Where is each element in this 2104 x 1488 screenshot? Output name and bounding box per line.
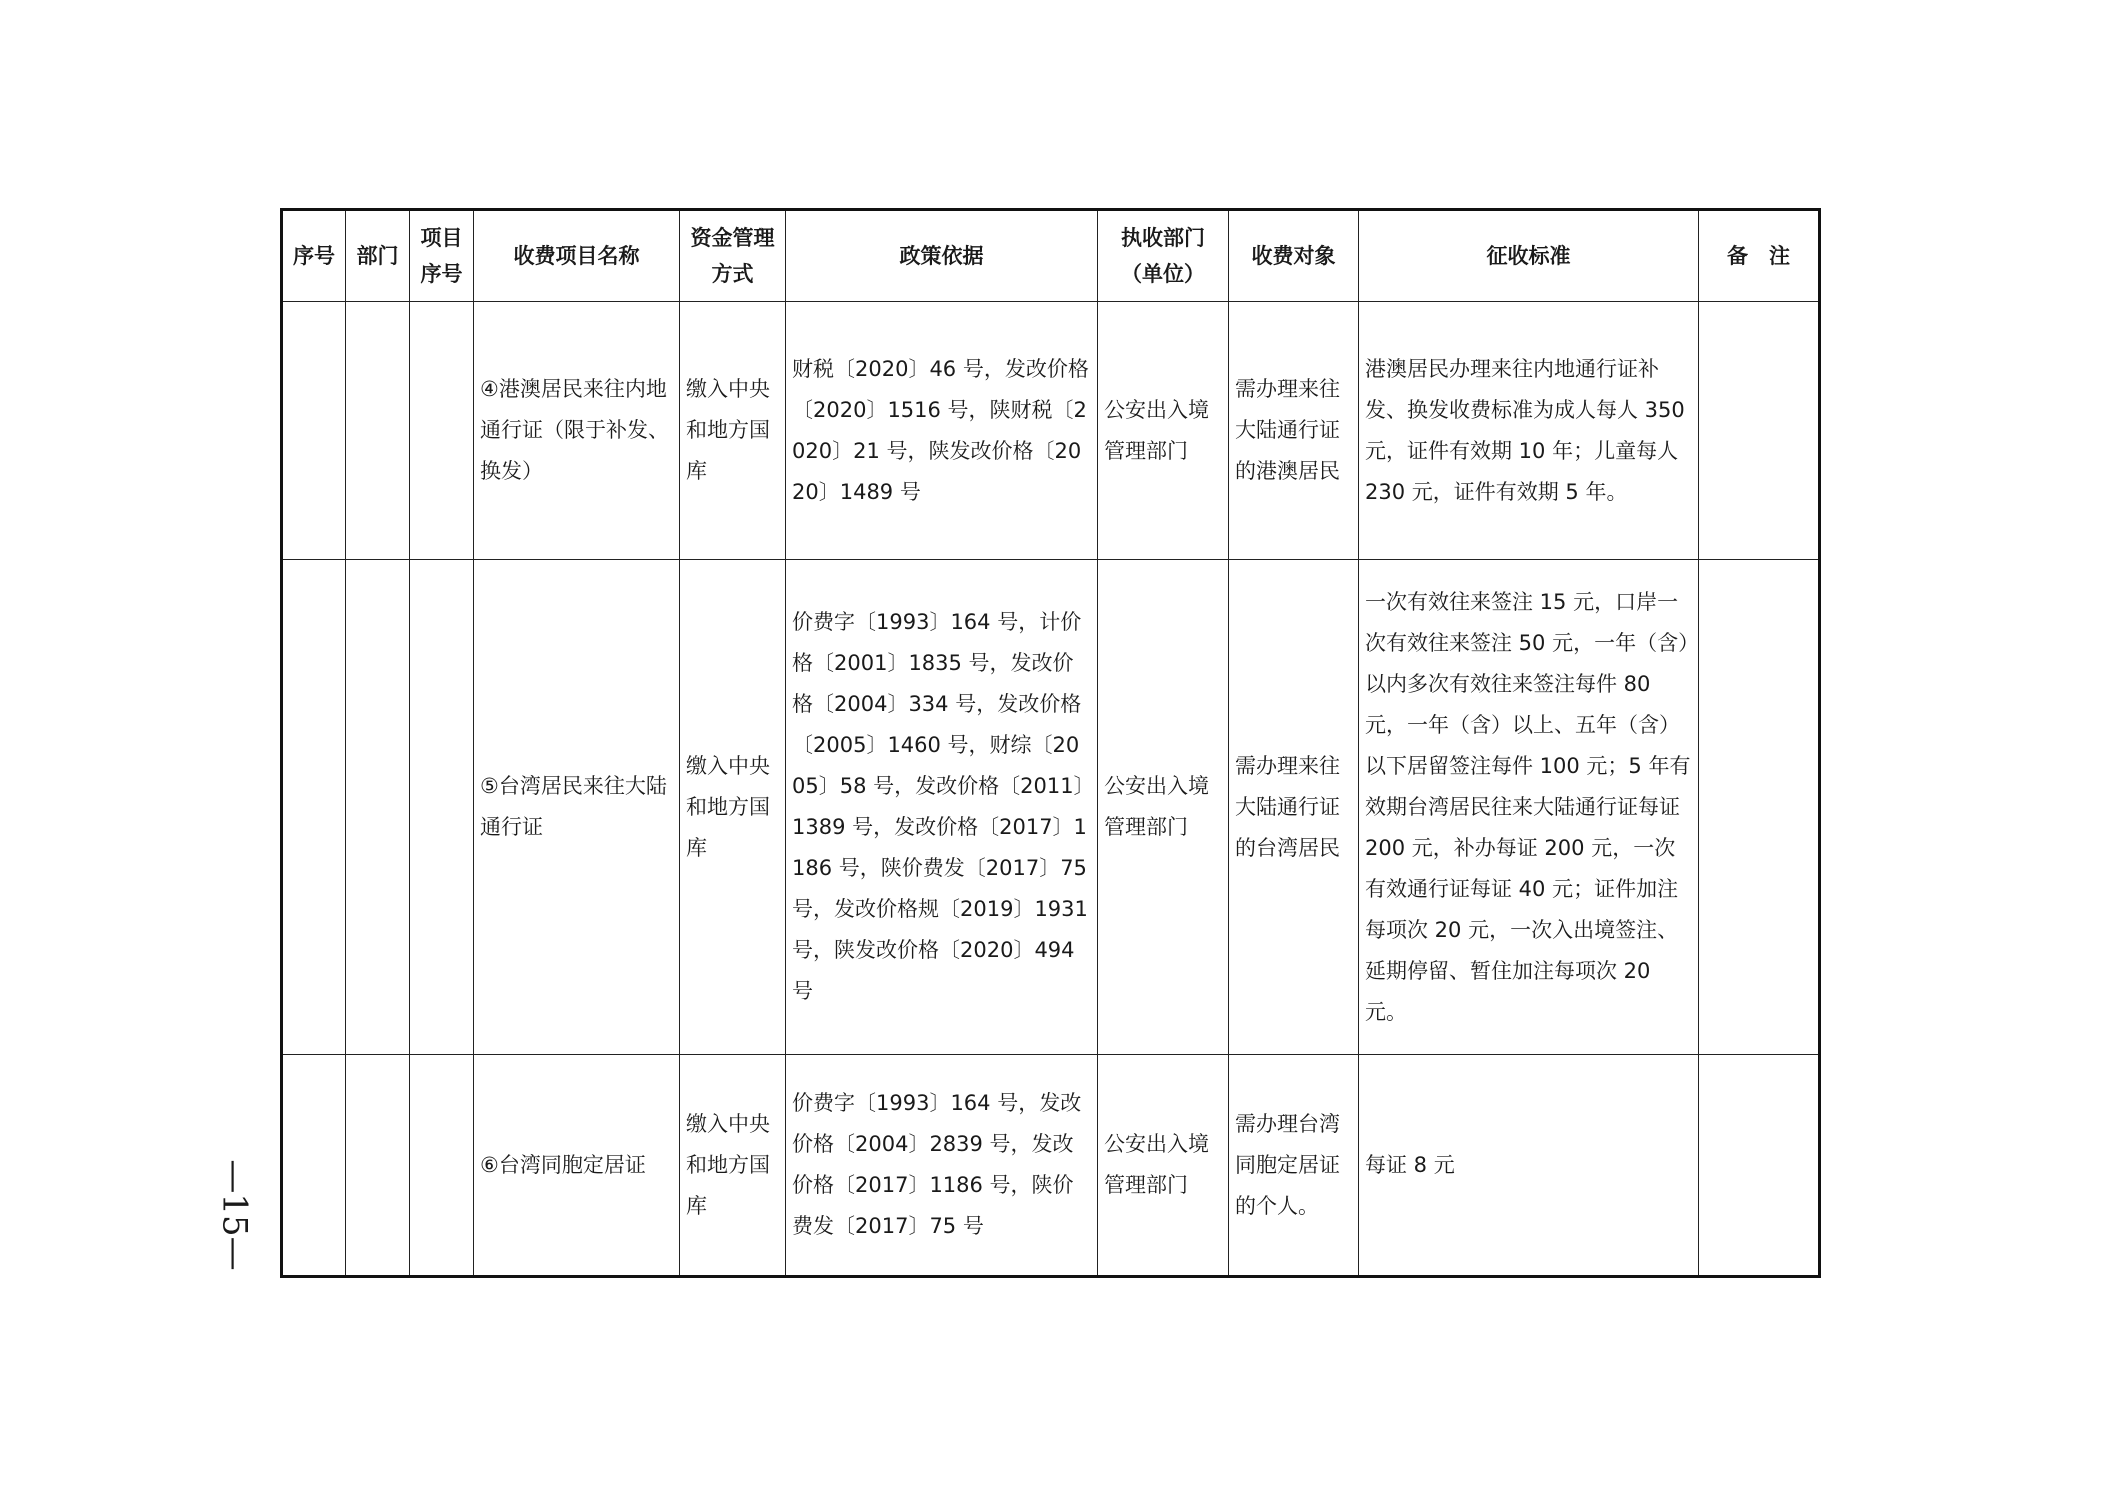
header-dept: 部门 bbox=[346, 210, 410, 302]
fee-table bbox=[280, 208, 1821, 1278]
cell-fund: 缴入中央和地方国库 bbox=[680, 560, 786, 1055]
header-remark: 备 注 bbox=[1699, 210, 1820, 302]
cell-standard: 港澳居民办理来往内地通行证补发、换发收费标准为成人每人 350 元，证件有效期 10 年；儿童每人 230 元，证件有效期 5 年。 bbox=[1359, 302, 1699, 560]
cell-dept bbox=[346, 560, 410, 1055]
cell-remark bbox=[1699, 560, 1820, 1055]
cell-policy: 价费字〔1993〕164 号，计价格〔2001〕1835 号，发改价格〔2004〕334 号，发改价格〔2005〕1460 号，财综〔2005〕58 号，发改价格〔2011〕1389 号，发改价格〔2017〕1186 号，陕价费发〔2017〕75 号，发改价格规〔2019〕1931 号，陕发改价格〔2020〕494 号 bbox=[786, 560, 1098, 1055]
header-fund: 资金管理方式 bbox=[680, 210, 786, 302]
cell-dept bbox=[346, 1055, 410, 1277]
cell-name: ⑤台湾居民来往大陆通行证 bbox=[474, 560, 680, 1055]
table-row bbox=[282, 560, 1820, 1055]
page-number: —15— bbox=[215, 1159, 256, 1271]
header-row bbox=[282, 210, 1820, 302]
cell-collector: 公安出入境管理部门 bbox=[1098, 1055, 1229, 1277]
cell-policy: 价费字〔1993〕164 号，发改价格〔2004〕2839 号，发改价格〔2017〕1186 号，陕价费发〔2017〕75 号 bbox=[786, 1055, 1098, 1277]
header-policy: 政策依据 bbox=[786, 210, 1098, 302]
cell-target: 需办理来往大陆通行证的港澳居民 bbox=[1229, 302, 1359, 560]
cell-seq bbox=[282, 560, 346, 1055]
header-target: 收费对象 bbox=[1229, 210, 1359, 302]
table-row bbox=[282, 1055, 1820, 1277]
cell-dept bbox=[346, 302, 410, 560]
header-name: 收费项目名称 bbox=[474, 210, 680, 302]
cell-target: 需办理台湾同胞定居证的个人。 bbox=[1229, 1055, 1359, 1277]
cell-remark bbox=[1699, 1055, 1820, 1277]
cell-policy: 财税〔2020〕46 号，发改价格〔2020〕1516 号，陕财税〔2020〕21 号，陕发改价格〔2020〕1489 号 bbox=[786, 302, 1098, 560]
cell-name: ⑥台湾同胞定居证 bbox=[474, 1055, 680, 1277]
cell-collector: 公安出入境管理部门 bbox=[1098, 302, 1229, 560]
header-seq: 序号 bbox=[282, 210, 346, 302]
header-item-no: 项目序号 bbox=[410, 210, 474, 302]
cell-seq bbox=[282, 302, 346, 560]
cell-item-no bbox=[410, 1055, 474, 1277]
cell-remark bbox=[1699, 302, 1820, 560]
cell-standard: 每证 8 元 bbox=[1359, 1055, 1699, 1277]
cell-collector: 公安出入境管理部门 bbox=[1098, 560, 1229, 1055]
cell-target: 需办理来往大陆通行证的台湾居民 bbox=[1229, 560, 1359, 1055]
cell-item-no bbox=[410, 560, 474, 1055]
header-standard: 征收标准 bbox=[1359, 210, 1699, 302]
cell-item-no bbox=[410, 302, 474, 560]
cell-seq bbox=[282, 1055, 346, 1277]
cell-standard: 一次有效往来签注 15 元，口岸一次有效往来签注 50 元，一年（含）以内多次有效往来签注每件 80 元，一年（含）以上、五年（含）以下居留签注每件 100 元；5 年有效期台湾居民往来大陆通行证每证 200 元，补办每证 200 元，一次有效通行证每证 40 元；证件加注每项次 20 元，一次入出境签注、延期停留、暂住加注每项次 20 元。 bbox=[1359, 560, 1699, 1055]
cell-name: ④港澳居民来往内地通行证（限于补发、换发） bbox=[474, 302, 680, 560]
cell-fund: 缴入中央和地方国库 bbox=[680, 1055, 786, 1277]
header-collector: 执收部门（单位） bbox=[1098, 210, 1229, 302]
cell-fund: 缴入中央和地方国库 bbox=[680, 302, 786, 560]
table-row bbox=[282, 302, 1820, 560]
